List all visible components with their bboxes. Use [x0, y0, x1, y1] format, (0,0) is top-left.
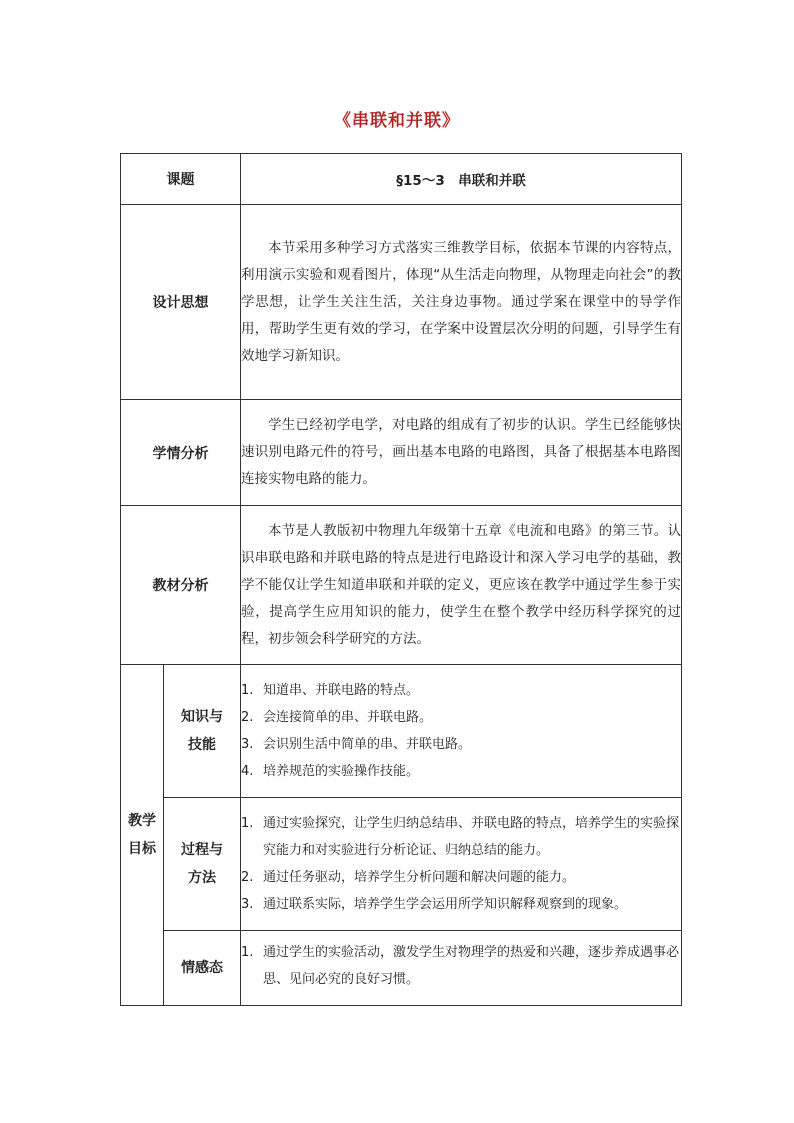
document-title: 《串联和并联》 — [334, 111, 460, 131]
process-label-line1: 过程与 — [181, 842, 223, 858]
topic-row — [121, 154, 682, 205]
knowledge-row — [121, 665, 682, 798]
list-item — [241, 677, 681, 704]
emotion-list — [241, 931, 682, 1006]
item-number: 4. — [241, 764, 254, 779]
goals-label — [121, 665, 164, 1006]
item-number: 3. — [241, 897, 254, 912]
list-item — [241, 891, 681, 918]
list-item — [241, 864, 681, 891]
item-text: 会连接简单的串、并联电路。 — [263, 710, 433, 725]
item-text: 知道串、并联电路的特点。 — [263, 683, 420, 698]
learner-text: 学生已经初学电学，对电路的组成有了初步的认识。学生已经能够快速识别电路元件的符号，画出基本电路的电路图，具备了根据基本电路图连接实物电路的能力。 — [241, 417, 681, 487]
learner-row — [121, 400, 682, 506]
goals-label-line2: 目标 — [128, 841, 156, 857]
topic-value: §15～3 串联和并联 — [241, 154, 682, 205]
goals-label-line1: 教学 — [128, 813, 156, 829]
knowledge-label-line1: 知识与 — [181, 709, 223, 725]
list-item — [241, 758, 681, 785]
process-label — [164, 798, 241, 931]
knowledge-label — [164, 665, 241, 798]
process-list — [241, 798, 682, 931]
knowledge-list — [241, 665, 682, 798]
emotion-row — [121, 931, 682, 1006]
material-row — [121, 506, 682, 665]
item-text: 通过实验探究，让学生归纳总结串、并联电路的特点，培养学生的实验探究能力和对实验进行分析论证、归纳总结的能力。 — [263, 816, 680, 858]
item-text: 培养规范的实验操作技能。 — [263, 764, 420, 779]
lesson-plan-table — [120, 153, 682, 1006]
design-content — [241, 205, 682, 400]
material-text: 本节是人教版初中物理九年级第十五章《电流和电路》的第三节。认识串联电路和并联电路的特点是进行电路设计和深入学习电学的基础，教学不能仅让学生知道串联和并联的定义，更应该在教学中通过学生参于实验，提高学生应用知识的能力，使学生在整个教学中经历科学探究的过程，初步领会科学研究的方法。 — [241, 522, 681, 647]
learner-label: 学情分析 — [121, 400, 241, 506]
item-number: 2. — [241, 870, 254, 885]
item-text: 通过联系实际，培养学生学会运用所学知识解释观察到的现象。 — [263, 897, 628, 912]
list-item — [241, 810, 681, 864]
item-number: 3. — [241, 737, 254, 752]
item-text: 通过学生的实验活动，激发学生对物理学的热爱和兴趣，逐步养成遇事必思、见问必究的良好习惯。 — [263, 945, 680, 987]
process-label-line2: 方法 — [188, 870, 216, 886]
emotion-label: 情感态 — [164, 931, 241, 1006]
item-number: 1. — [241, 945, 254, 960]
process-row — [121, 798, 682, 931]
material-content — [241, 506, 682, 665]
design-row — [121, 205, 682, 400]
item-text: 通过任务驱动，培养学生分析问题和解决问题的能力。 — [263, 870, 576, 885]
learner-content — [241, 400, 682, 506]
design-label: 设计思想 — [121, 205, 241, 400]
item-number: 1. — [241, 816, 254, 831]
knowledge-label-line2: 技能 — [188, 737, 216, 753]
item-number: 1. — [241, 683, 254, 698]
design-text: 本节采用多种学习方式落实三维教学目标，依据本节课的内容特点，利用演示实验和观看图片，体现“从生活走向物理，从物理走向社会”的教学思想，让学生关注生活，关注身边事物。通过学案在课堂中的导学作用，帮助学生更有效的学习，在学案中设置层次分明的问题，引导学生有效地学习新知识。 — [241, 239, 681, 364]
item-text: 会识别生活中简单的串、并联电路。 — [263, 737, 472, 752]
item-number: 2. — [241, 710, 254, 725]
material-label: 教材分析 — [121, 506, 241, 665]
list-item — [241, 704, 681, 731]
topic-label: 课题 — [121, 154, 241, 205]
list-item — [241, 939, 681, 993]
list-item — [241, 731, 681, 758]
